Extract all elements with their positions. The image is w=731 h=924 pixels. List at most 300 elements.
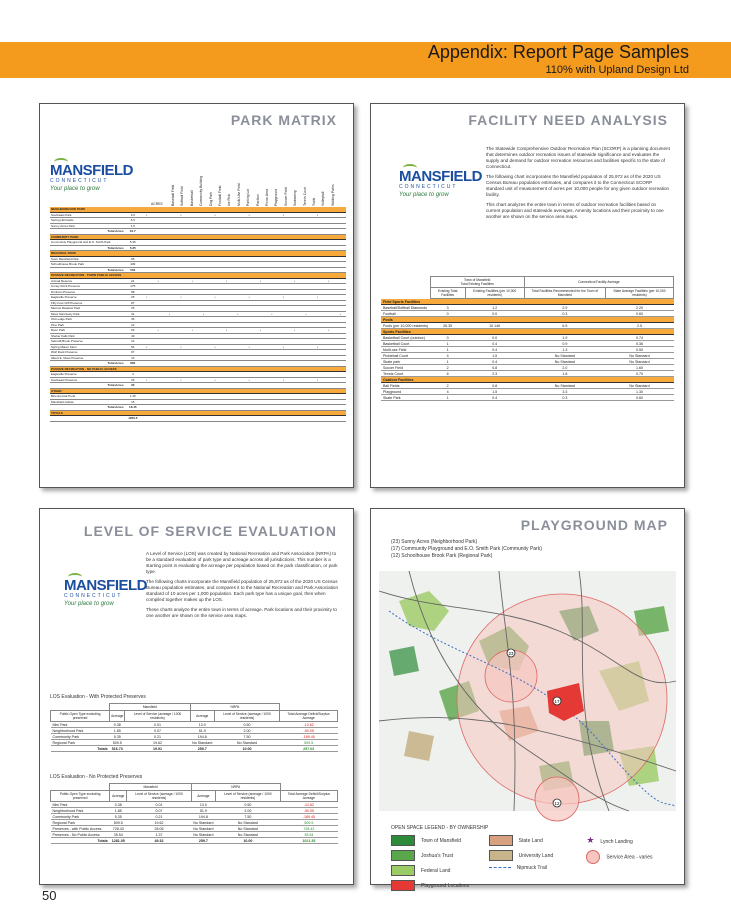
facility-cell: No Standard [605,353,673,359]
legend-swatch [391,850,415,861]
matrix-section-name: NEIGHBORHOOD PARK [50,207,346,212]
matrix-park-acres: 88 [125,289,142,295]
logo-wordmark: MANSFIELD [64,577,147,594]
los-cell: Preserves - No Public Access [51,832,110,838]
marker-23[interactable] [507,649,515,657]
facility-cell: No Standard [524,359,605,365]
facility-cell: 10.146 [465,323,524,329]
legend-label: Playground Locations [421,882,470,889]
matrix-cell: • [243,344,254,350]
matrix-cell: • [289,328,300,334]
facility-cell: Skate Park [381,395,430,401]
mansfield-logo [399,168,482,198]
facility-cell: 0.4 [465,347,524,353]
legend-item [391,880,481,891]
legend-swatch [391,865,415,876]
paragraph: The following charts incorporate the Mansfield population of 25,972 as of the 2020 US Census Bureau population estimates, and compares it to the National Recreation and Park Association standard of 10 acres per 1,000 population. Each park type has a unique goal, then when compiled together makes up the LOS. [146,579,339,602]
facility-need-title: FACILITY NEED ANALYSIS [468,112,668,128]
los-group1: Mansfield [110,704,191,711]
los-cell: -12.62 [280,722,338,728]
facility-col: Total Facilities Recommended for the Town of Mansfield [524,288,605,299]
matrix-park-name: Community Playground and E.O. Smith Park [50,240,125,246]
los-cell: 2.00 [215,808,280,814]
matrix-park-acres: 95 [125,256,142,262]
facility-cell: 1.3 [524,347,605,353]
blank [381,288,430,299]
matrix-park-name: Southeast Preserve [50,377,125,383]
matrix-park-acres: 54 [125,344,142,350]
matrix-col-header: Football Field [218,185,222,206]
los-cell: 19.91 [125,746,190,752]
matrix-cell [289,416,300,422]
matrix-cell: • [255,278,266,284]
matrix-park-name: Spring Hill Fields [50,218,125,224]
marker-12[interactable] [553,799,561,807]
legend-swatch [489,850,513,861]
legend-item [489,850,579,861]
matrix-park-acres: 21 [125,278,142,284]
facility-cell: 2.5 [605,323,673,329]
matrix-park-acres: 175 [125,284,142,290]
legend-column [489,835,579,895]
map-label: (17) Community Playground and E.O. Smith Park (Community Park) [391,546,542,552]
los-row [51,746,338,752]
matrix-total-value: 504 [125,267,142,273]
legend-column [391,835,481,895]
matrix-cell: • [141,377,152,383]
los-col: Public Open Type excluding preserved [51,711,110,722]
los-col: Level of Service (acreage / 1000 residents) [215,791,280,802]
los-cell: Mini Park [51,802,110,808]
facility-cell: 1 [430,341,465,347]
legend-item [391,835,481,846]
matrix-park-name: Bicentennial Pond [50,394,125,400]
los-col: Acreage [191,791,215,802]
matrix-park-acres: 14 [125,339,142,345]
matrix-cell: • [221,328,232,334]
matrix-cell [187,416,198,422]
matrix-cell: • [323,328,334,334]
facility-col: Existing Total Facilities [430,288,465,299]
los-cell: 0.38 [110,802,127,808]
los-cell: 0.38 [110,722,125,728]
facility-col: State Average Facilities (per 10,000 residents) [605,288,673,299]
blank [51,704,110,711]
playground-map-title: PLAYGROUND MAP [520,517,668,533]
mansfield-logo [64,577,147,607]
matrix-park-acres: 12 [125,322,142,328]
matrix-col-header: Softball Field [180,186,185,206]
matrix-park-name: Fifty Foot Cliff Preserve [50,300,125,306]
facility-cell: 0.74 [605,335,673,341]
los-cell: No Standard [215,820,280,826]
facility-cell: 1 [430,347,465,353]
matrix-total-label: Total Acres [50,405,125,411]
matrix-col-header: Parking Lot [246,188,251,206]
matrix-total-row [50,416,346,422]
los-cell: No Standard [215,826,280,832]
matrix-cell [266,416,277,422]
matrix-park-name: Albert E. Moss Preserve [50,355,125,361]
matrix-park-name: Eagleville Preserve [50,372,125,378]
logo-swoosh-icon [403,164,417,172]
facility-cell: 0 [430,335,465,341]
facility-cell: 3.3 [524,389,605,395]
paragraph: The Statewide Comprehensive Outdoor Recreation Plan (SCORP) is a planning document that determines outdoor recreation issues of statewide significance and evaluates the supply and demand for outdoor recreation resources and facilities specific to the state of Connecticut. [486,146,670,169]
los-group2: NRPA [191,784,280,791]
los-cell: 0.21 [127,814,192,820]
facility-group-header [381,277,674,288]
matrix-cell: • [232,311,243,317]
matrix-col-header: Ice Rink [227,193,232,206]
matrix-cell: • [312,344,323,350]
los-cell: -50.05 [280,808,337,814]
paragraph: This chart analyzes the entire town in terms of outdoor recreation facilities based on current population and statewide averages. Amenity locations and their proximity to one another are shown on the service area maps. [486,202,664,219]
matrix-total-value: 5.35 [125,245,142,251]
paragraph: A Level of Service (LOS) was created by National Recreation and Park Association (NRPA) to be a standard evaluation of park type and acreage across all jurisdictions. This number is a starting point in evaluating the acreage per population based on the park classification, or park type. [146,551,338,574]
matrix-cell: • [209,344,220,350]
matrix-cell [164,416,175,422]
facility-cell: Soccer Field [381,365,430,371]
matrix-cell [221,416,232,422]
los-col-header [51,791,338,802]
matrix-col-header: Picnic Area [265,189,269,206]
matrix-cell [278,416,289,422]
los-col-header [51,711,338,722]
svg-text:17: 17 [554,699,560,704]
marker-17[interactable] [553,697,561,705]
matrix-cell [255,416,266,422]
los-cell: -50.05 [280,728,338,734]
playground-map-panel [370,508,685,889]
blank [381,277,430,288]
los-cell: Totals [51,746,110,752]
los-cell: 51.9 [190,728,214,734]
matrix-park-acres: 13 [125,355,142,361]
los-cell: 10.00 [215,838,280,844]
facility-col-header [381,288,674,299]
matrix-col-header: Community Building [199,175,204,206]
facility-cell: 0.4 [465,395,524,401]
matrix-park-acres: 5.6 [125,218,142,224]
matrix-park-acres: 409 [125,262,142,268]
facility-cell: 1.2 [465,305,524,311]
facility-cell: No Standard [605,359,673,365]
los-cell: No Standard [193,826,214,831]
los-group-header [51,704,338,711]
los-cell: Totals [51,838,110,844]
matrix-col-header: Baseball Field [171,184,175,206]
los-cell: 259.7 [191,838,215,844]
level-of-service-panel [39,508,354,885]
facility-cell: Multi-use Field [381,347,430,353]
matrix-cell: • [312,212,323,218]
matrix-cell: • [312,377,323,383]
los-cell: Mini Park [51,722,110,728]
matrix-park-name: Sawmill Brook Preserve [50,339,125,345]
matrix-park-name: Spring Manor Farm [50,344,125,350]
matrix-park-name: Pine Park [50,322,125,328]
matrix-total-value: 16.45 [125,405,142,411]
logo-state: CONNECTICUT [64,593,123,599]
los-cell: No Standard [193,832,214,837]
los-col: Level of Service (acreage / 1000 residents) [214,711,279,722]
logo-swoosh-icon [68,573,82,581]
matrix-cell [198,416,209,422]
facility-cell: 4 [430,389,465,395]
facility-cell: No Standard [524,353,605,359]
matrix-park-name: Merrow Meadow Park [50,306,125,312]
facility-cell: 0.8 [465,383,524,389]
los-cell: Regional Park [51,740,110,746]
matrix-park-acres: 97 [125,350,142,356]
map-label: (12) Schoolhouse Brook Park (Regional Park) [391,553,493,559]
los-cell: 7.50 [214,734,279,740]
matrix-cell [334,416,346,422]
facility-table [381,276,674,401]
legend-item [586,835,676,846]
matrix-section-name: PASSIVE RECREATION - TOWN PUBLIC ACCESS [50,273,346,279]
los-cell: 509.5 [110,820,127,826]
matrix-total-value: 1250.5 [125,416,142,422]
matrix-cell [175,416,186,422]
los-cell: 13.0 [191,802,215,808]
matrix-col-acres: ACRES [151,202,163,206]
legend-label: Lynch Landing [600,839,633,845]
matrix-col-header: Playground [274,188,279,206]
legend-label: Town of Mansfield [421,837,462,844]
matrix-park-name: Sunny Acres Park [50,223,125,229]
los-col: Level of Service (acreage / 1000 residents) [127,791,192,802]
matrix-total-value: 684 [125,361,142,367]
los-cell: Neighborhood Park [51,728,110,734]
matrix-cell: • [209,212,220,218]
logo-state: CONNECTICUT [399,184,458,190]
legend-label: Joshua's Trust [421,852,454,859]
matrix-cell: • [187,328,198,334]
facility-cell: 4 [430,353,465,359]
los-cell: 0.07 [127,808,192,814]
paragraph: These charts analyze the entire town in terms of acreage. Park locations and their proximity to one another are shown on the service area maps. [146,607,337,618]
matrix-cell: • [141,344,152,350]
matrix-park-name: River Park [50,328,125,334]
matrix-cell: • [243,377,254,383]
blank [280,704,338,711]
matrix-cell [209,416,220,422]
facility-cell: 2 [430,383,465,389]
matrix-cell [243,416,254,422]
los-cell: 259.7 [190,746,214,752]
los-cell: 509.5 [110,740,125,746]
los-group1: Mansfield [110,784,192,791]
los-cell: 35.54 [280,832,337,838]
matrix-col-header: Walking Paths [330,184,335,206]
facility-cell: 0.4 [465,359,524,365]
matrix-park-name: Mansfield Hollow [50,399,125,405]
legend-column [586,835,676,895]
facility-cell: 0.3 [524,311,605,317]
los-intro-text [146,551,341,623]
facility-cell: 26.35 [430,323,465,329]
matrix-col-header: Dog Park [208,191,213,206]
matrix-col-header: Tennis Court [302,186,307,206]
los-cell: 28.05 [127,826,192,832]
matrix-cell: • [289,278,300,284]
matrix-cell: • [278,344,289,350]
los-cell: 509.5 [280,740,338,746]
matrix-park-acres: 31 [125,311,142,317]
matrix-cell: • [175,212,186,218]
los-cell: No Standard [214,740,279,746]
matrix-park-name: Town Mansfield Park [50,256,125,262]
los-col: Acreage [110,791,127,802]
los-col: Acreage [190,711,214,722]
matrix-section-name: TOTALS [50,410,346,416]
matrix-park-acres: 4 [125,372,142,378]
matrix-park-acres: 1.45 [125,394,142,400]
map-label-list [391,539,542,560]
logo-wordmark: MANSFIELD [399,168,482,185]
blank [280,784,337,791]
paragraph: The following chart incorporates the Mansfield population of 25,972 as of the 2020 US Census Bureau population estimates, and compares it to the Connecticut SCORP standard unit of measurement of acres per 10,000 people for any given outdoor recreation facility. [486,174,670,197]
los-cell: 10.00 [214,746,279,752]
legend-swatch [489,835,513,846]
los-cell: 0.21 [125,734,190,740]
matrix-col-header: Multi-Use Field [236,183,241,206]
matrix-col-header: Volleyball [321,191,326,206]
los-cell: Preserves - with Public Access [51,826,110,832]
group-name: Town of Mansfield [463,278,491,282]
legend-title: OPEN SPACE LEGEND - BY OWNERSHIP [391,825,489,831]
facility-intro-text [486,146,671,224]
matrix-cell: • [175,344,186,350]
matrix-cell: • [243,295,254,301]
los-cell: 49.32 [127,838,192,844]
matrix-park-name: Schoolhouse Brook Park [50,262,125,268]
los-cell: -12.62 [280,802,337,808]
matrix-cell: • [266,311,277,317]
los-cell: No Standard [193,820,214,825]
matrix-cell [152,416,163,422]
logo-tagline: Your place to grow [64,601,114,607]
matrix-col-header: Basketball [189,190,194,206]
group-sub: Total Existing Facilities [460,282,494,286]
matrix-park-acres: 5.35 [125,240,142,246]
matrix-cell: • [221,278,232,284]
matrix-cell: • [175,377,186,383]
matrix-park-name: Wolf Rock Preserve [50,350,125,356]
matrix-section-name: PASSIVE RECREATION - NO PUBLIC ACCESS [50,366,346,372]
logo-tagline: Your place to grow [399,192,449,198]
matrix-total-label: Total Acres [50,361,125,367]
matrix-park-name: Coney Rock Preserve [50,284,125,290]
legend-swatch [391,835,415,846]
matrix-cell [312,416,323,422]
facility-cell: 1 [430,359,465,365]
matrix-park-name: Moss Sanctuary Park [50,311,125,317]
matrix-park-name: Shelter Falls Park [50,333,125,339]
matrix-park-acres: 63 [125,328,142,334]
los-cell: -189.45 [280,814,337,820]
facility-section-name: Field Sports Facilities [381,299,674,305]
facility-cell: Pickleball Court [381,353,430,359]
facility-cell: Football [381,311,430,317]
park-matrix-panel [39,103,354,488]
matrix-park-name: Old Ledge Park [50,317,125,323]
facility-cell: 0.0 [465,335,524,341]
legend-item [391,850,481,861]
facility-section-name: Pools [381,317,674,323]
facility-cell: Pools (per 10,000 residents) [383,323,429,328]
matrix-cell: • [209,377,220,383]
park-matrix-table [50,207,346,422]
los-cell: Community Park [51,814,110,820]
facility-cell: Baseball/Softball Diamonds [381,305,430,311]
matrix-park-acres: 25 [125,295,142,301]
facility-group1 [430,277,524,288]
matrix-park-name: Southeast Park [50,212,125,218]
matrix-cell: • [300,311,311,317]
header-band [0,42,731,78]
los-cell: 257.03 [280,746,338,752]
facility-cell: 1.8 [524,371,605,377]
los-col: Total Acreage Deficit/Surplus Acreage [280,711,338,722]
los-cell: 0.07 [125,728,190,734]
facility-cell: Basketball Court [381,341,430,347]
los-table-with-preserves [50,703,338,752]
los-cell: 19.62 [127,820,192,826]
facility-section-name: Outdoor Facilities [381,377,674,383]
facility-cell: No Standard [524,383,605,389]
los-col: Acreage [110,711,125,722]
map-legend [391,825,676,895]
facility-cell: Tennis Court [381,371,430,377]
matrix-park-acres: 36 [125,317,142,323]
star-icon: ★ [586,835,595,845]
matrix-park-name: Dunham Preserve [50,289,125,295]
trail-swatch [489,867,511,868]
matrix-total-value: 10.7 [125,229,142,235]
los-group2: NRPA [190,704,280,711]
matrix-col-header: Swimming [293,190,298,206]
matrix-park-acres: 87 [125,300,142,306]
facility-cell: Skate park [381,359,430,365]
matrix-cell: • [278,377,289,383]
facility-cell: 1 [430,395,465,401]
los-col: Public Open Type excluding preserved [51,791,110,802]
los-table2-title: LOS Evaluation - No Protected Preserves [50,774,143,780]
los-cell: 35.54 [110,832,127,838]
los-cell: 194.8 [190,734,214,740]
matrix-total-label [50,416,125,422]
facility-cell: 2.9 [524,305,605,311]
svg-text:23: 23 [508,651,514,656]
los-cell: 7.50 [215,814,280,820]
legend-item [489,835,579,846]
legend-item [586,850,676,864]
facility-cell: 0.36 [605,341,673,347]
matrix-cell: • [141,212,152,218]
los-cell: No Standard [192,740,213,745]
los-cell: 13.0 [190,722,214,728]
los-cell: 1281.05 [111,838,125,843]
matrix-cell: • [209,295,220,301]
los-cell: 0.01 [125,722,190,728]
facility-row [381,395,674,401]
matrix-cell [141,416,152,422]
los-cell: Neighborhood Park [51,808,110,814]
facility-cell: 3 [430,305,465,311]
